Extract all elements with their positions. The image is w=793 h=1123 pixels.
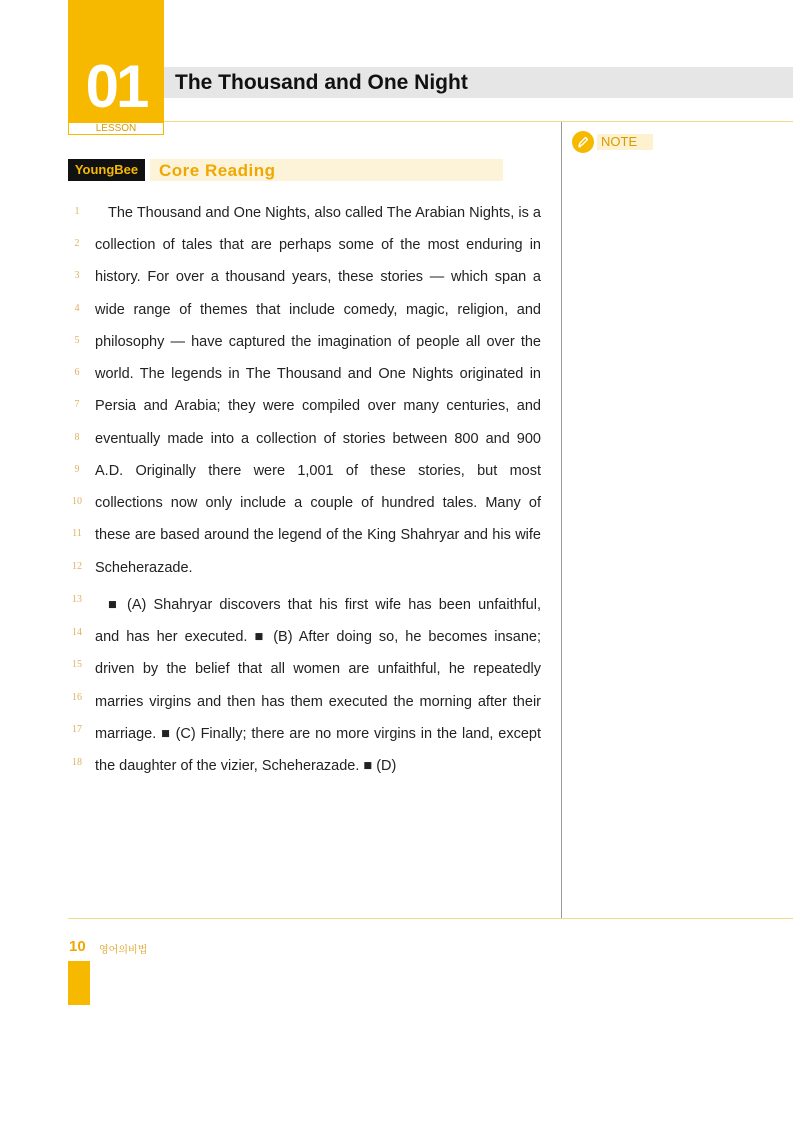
passage-line: wide range of themes that include comedy, magic, religion, and [95,302,541,318]
footer-tab [68,961,90,1005]
line-number: 18 [72,757,82,768]
passage-line: A.D. Originally there were 1,001 of these stories, but most [95,463,541,479]
note-column-divider [561,122,562,918]
section-title: Core Reading [159,161,276,180]
line-number: 17 [72,724,82,735]
passage-line: philosophy — have captured the imagination of people all over the [95,334,541,350]
passage-line: eventually made into a collection of stories between 800 and 900 [95,431,541,447]
lesson-title-bar [164,67,793,98]
passage-line: marriage. ■ (C) Finally; there are no more virgins in the land, except [95,726,541,742]
passage-line: collections now only include a couple of hundred tales. Many of [95,495,541,511]
passage-line: these are based around the legend of the King Shahryar and his wife [95,527,541,543]
line-number: 5 [74,335,80,346]
passage-line: marries virgins and then has them executed the morning after their [95,694,541,710]
line-number: 14 [72,627,82,638]
line-number: 15 [72,659,82,670]
passage-line: world. The legends in The Thousand and One Nights originated in [95,366,541,382]
line-number: 4 [74,303,80,314]
passage-line: driven by the belief that all women are unfaithful, he repeatedly [95,661,541,677]
line-number: 10 [72,496,82,507]
pen-icon [572,131,594,153]
line-number: 9 [74,464,80,475]
header-rule [164,121,793,122]
passage-line: the daughter of the vizier, Scheherazade. ■ (D) [95,758,397,774]
line-number: 2 [74,238,80,249]
passage-line: history. For over a thousand years, these stories — which span a [95,269,541,285]
line-number: 1 [74,206,80,217]
line-number: 11 [72,528,82,539]
passage-line: The Thousand and One Nights, also called The Arabian Nights, is a [108,205,541,221]
book-title: 영어의비법 [99,945,148,956]
passage-line: ■ (A) Shahryar discovers that his first wife has been unfaithful, [108,597,541,613]
section-title-bar [150,159,503,181]
note-label: NOTE [597,134,653,150]
lesson-title: The Thousand and One Night [175,71,468,94]
line-number: 12 [72,561,82,572]
line-number: 13 [72,594,82,605]
page-number: 10 [69,938,86,955]
footer-rule [68,918,793,919]
passage-line: and has her executed. ■ (B) After doing so, he becomes insane; [95,629,541,645]
line-number: 16 [72,692,82,703]
line-number: 3 [74,270,80,281]
line-number: 6 [74,367,80,378]
passage-line: Scheherazade. [95,560,193,576]
lesson-number: 01 [85,53,147,120]
brand-badge: YoungBee [68,159,145,181]
line-number: 8 [74,432,80,443]
passage-line: collection of tales that are perhaps some of the most enduring in [95,237,541,253]
lesson-number-block [68,0,164,122]
line-number: 7 [74,399,80,410]
lesson-label: LESSON [68,122,164,135]
passage-line: Persia and Arabia; they were compiled over many centuries, and [95,398,541,414]
